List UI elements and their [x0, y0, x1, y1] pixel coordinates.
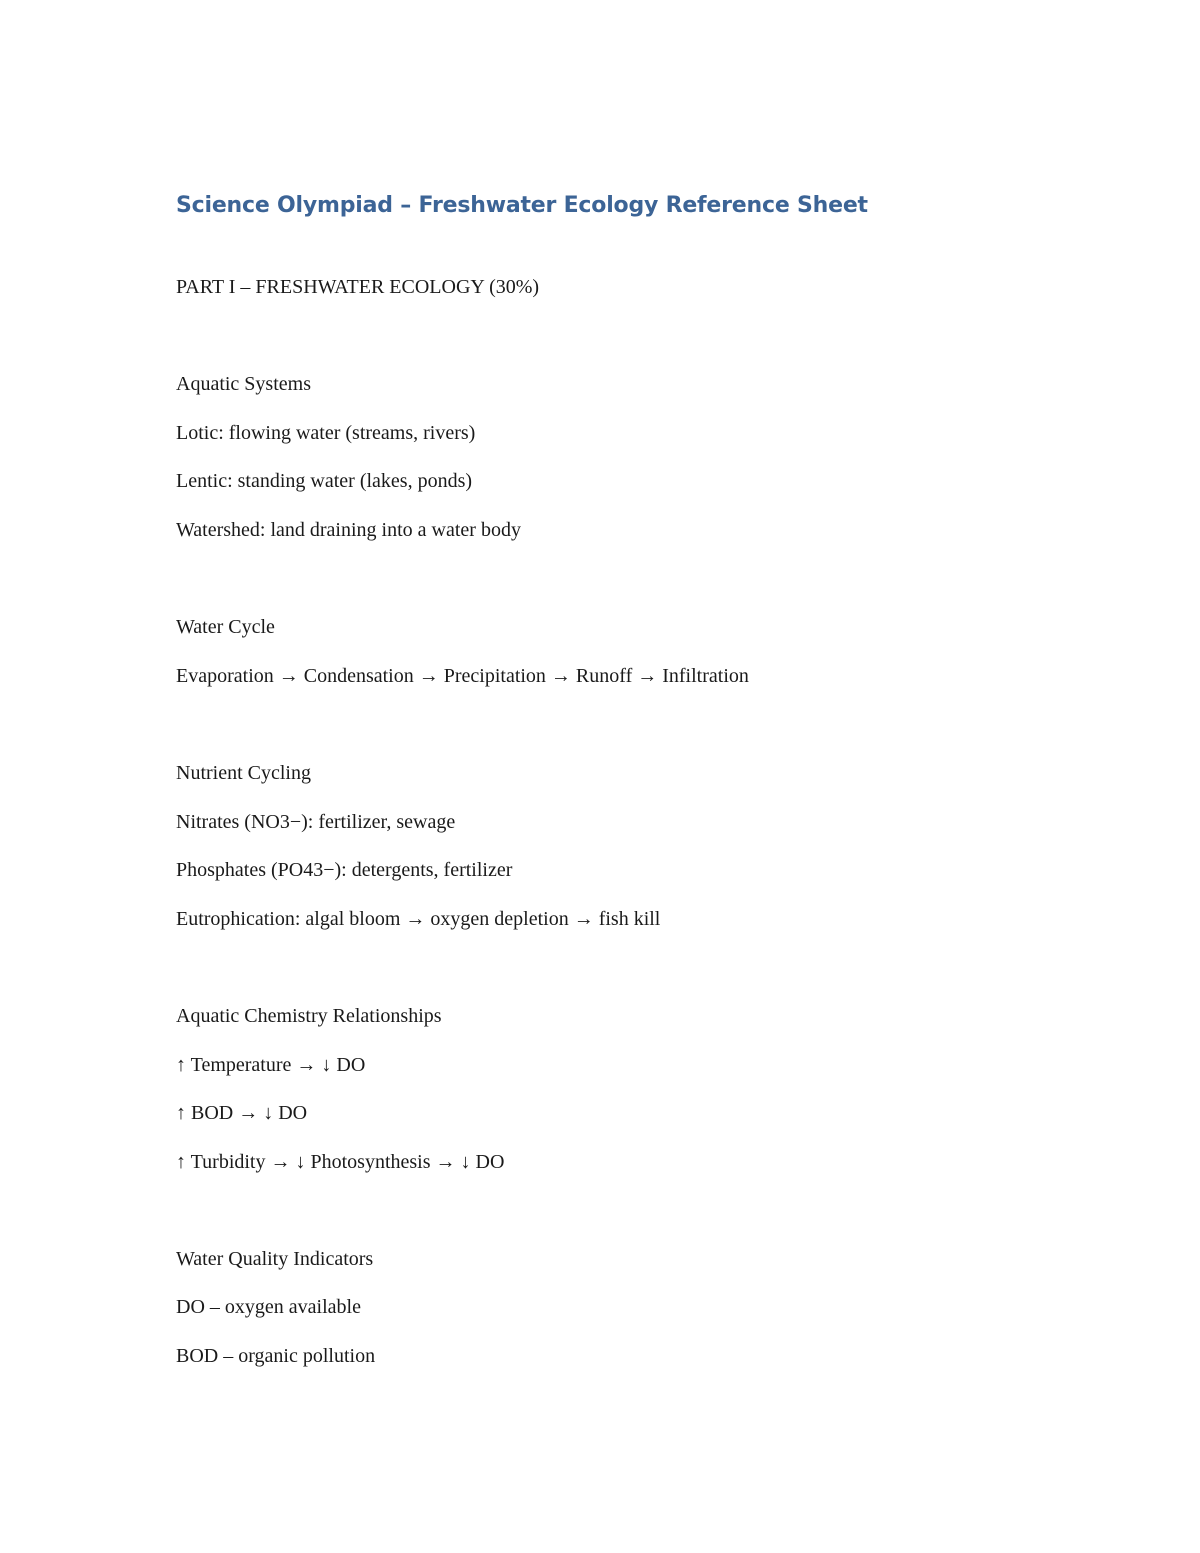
section-water-quality: [176, 1244, 1076, 1390]
section-line: ↑ Temperature → ↓ DO: [176, 1053, 366, 1076]
spacer: [176, 1195, 1076, 1244]
section-line: Nitrates (NO3−): fertilizer, sewage: [176, 810, 456, 833]
section-aquatic-chemistry: [176, 1001, 1076, 1195]
document-body: [176, 188, 1076, 1390]
section-line: Lotic: flowing water (streams, rivers): [176, 421, 476, 444]
section-line: Phosphates (PO43−): detergents, fertilizer: [176, 859, 513, 882]
section-heading: Nutrient Cycling: [176, 761, 311, 784]
section-heading: Water Quality Indicators: [176, 1247, 374, 1270]
spacer: [176, 564, 1076, 613]
section-heading: Aquatic Chemistry Relationships: [176, 1004, 442, 1027]
section-heading: Aquatic Systems: [176, 373, 311, 396]
section-heading: Water Cycle: [176, 616, 275, 639]
document-title: Science Olympiad – Freshwater Ecology Reference Sheet: [176, 193, 868, 218]
section-nutrient-cycling: [176, 758, 1076, 952]
section-line: DO – oxygen available: [176, 1296, 361, 1319]
part-heading: PART I – FRESHWATER ECOLOGY (30%): [176, 276, 540, 298]
section-line: ↑ BOD → ↓ DO: [176, 1102, 308, 1125]
section-line: ↑ Turbidity → ↓ Photosynthesis → ↓ DO: [176, 1150, 505, 1173]
section-line: Watershed: land draining into a water body: [176, 518, 521, 541]
section-line: BOD – organic pollution: [176, 1345, 376, 1368]
section-line: Evaporation → Condensation → Precipitation → Runoff → Infiltration: [176, 664, 749, 687]
spacer: [176, 952, 1076, 1001]
section-line: Eutrophication: algal bloom → oxygen depletion → fish kill: [176, 907, 661, 930]
section-line: Lentic: standing water (lakes, ponds): [176, 470, 473, 493]
section-water-cycle: [176, 612, 1076, 709]
spacer: [176, 709, 1076, 758]
section-aquatic-systems: [176, 369, 1076, 563]
spacer: [176, 321, 1076, 370]
